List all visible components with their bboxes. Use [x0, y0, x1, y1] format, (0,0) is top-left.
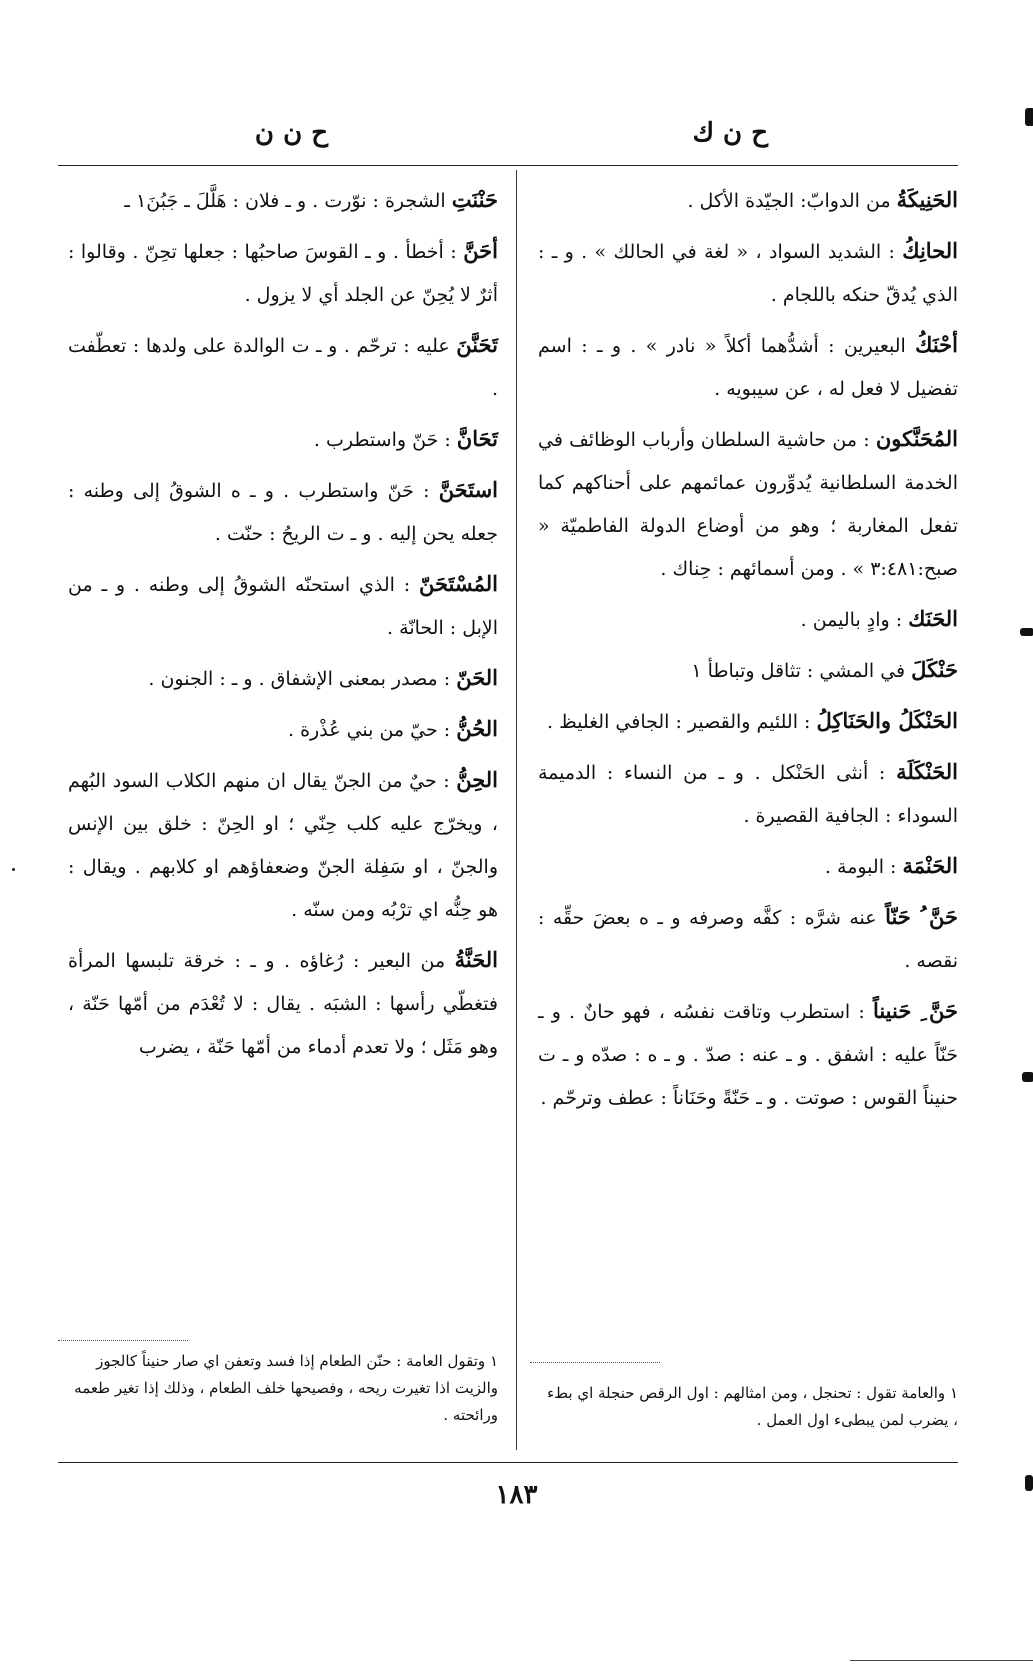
definition: : مصدر بمعنى الإشفاق . و ـ : الجنون . — [148, 668, 457, 690]
headword: تَحَانَّ — [456, 426, 498, 451]
definition: : من حاشية السلطان وأرباب الوظائف في الخدمة السلطانية يُدوِّرون عمائمهم على أحناكهم كما تفعل المغاربة ؛ وهو من أوضاع الدولة الفاطميّة « صبح:٣:٤٨١ » . ومن أسمائهم : حِناك . — [538, 429, 958, 580]
dictionary-entry — [68, 323, 498, 411]
headword: المُسْتَحَنّ — [419, 571, 498, 596]
headword: الحَنَك — [908, 606, 958, 631]
definition: : الذي استحنّه الشوقُ إلى وطنه . و ـ من الإبل : الحانّة . — [68, 574, 498, 639]
headword: حَنْنَتِ — [451, 187, 498, 212]
dictionary-entry — [538, 417, 958, 591]
dictionary-entry — [68, 707, 498, 752]
headword: الحُنُّ — [456, 716, 498, 741]
dictionary-entry — [68, 562, 498, 650]
definition: في المشي : تثاقل وتباطأ ١ — [691, 660, 912, 682]
headword: تَحَنَّنَ — [456, 332, 498, 357]
bottom-rule — [58, 1462, 958, 1463]
stray-dot — [12, 868, 15, 871]
headword: حَنَّ ِ حَنيناً — [872, 998, 958, 1023]
left-column — [68, 178, 498, 1075]
dictionary-entry — [538, 178, 958, 223]
headword: الحَنْمَة — [902, 853, 958, 878]
headword: حَنَّ ُ حَنّاً — [885, 904, 958, 929]
definition: من الدوابّ: الجيّدة الأكل . — [687, 190, 897, 212]
footnote-right: ١ والعامة تقول : تحنجل ، ومن امثالهم : اول الرقص حنجلة اي بطء ، يضرب لمن يبطىء اول العمل . — [547, 1384, 958, 1429]
dictionary-entry — [538, 895, 958, 983]
header-root-left: ح ن ن — [254, 118, 328, 148]
definition: : حَنّ واستطرب . — [313, 429, 457, 451]
definition: : حيّ من بني عُذْرة . — [288, 719, 457, 741]
definition: : استطرب وتاقت نفسُه ، فهو حانٌ . و ـ حَنّاً عليه : اشفق . و ـ عنه : صدّ . و ـ ه : صدّه و ـ ت حنيناً القوس : صوتت . و ـ حَنّةً وحَنَاناً : عطف وترحّم . — [538, 1001, 958, 1109]
dictionary-entry — [538, 323, 958, 411]
dictionary-entry — [538, 648, 958, 693]
footnote-left: ١ وتقول العامة : حنّن الطعام إذا فسد وتعفن اي صار حنيناً كالجوز والزيت اذا تغيرت ريحه ، وفصيحها خلف الطعام ، وذلك إذا تغير طعمه ورائحته . — [74, 1352, 498, 1424]
definition: : حيٌ من الجنّ يقال ان منهم الكلاب السود البُهم ، ويخرّج عليه كلب حِنّي ؛ او الحِنّ : خلق بين الإنس والجنّ ، او سَفِلة الجنّ وضعفاؤهم او كلابهم . ويقال : هو حِنُّه اي ترْبُه ومن سنّه . — [68, 770, 498, 921]
dictionary-entry — [538, 989, 958, 1120]
definition: : أخطأ . و ـ القوسَ صاحبُها : جعلها تحِنّ . وقالوا : أثرٌ لا يُحِنّ عن الجلد أي لا يزول . — [68, 241, 498, 306]
dictionary-entry — [538, 699, 958, 744]
corner-line — [850, 1660, 1033, 1661]
dictionary-entry — [538, 229, 958, 317]
definition: عنه شرَّه : كفَّه وصرفه و ـ ه بعضَ حقِّه : نقصه . — [538, 907, 958, 972]
margin-mark — [1025, 108, 1033, 126]
dictionary-entry — [68, 468, 498, 556]
headword: حَنْكَلَ — [911, 657, 958, 682]
margin-mark — [1022, 1072, 1033, 1082]
headword: الحَنْكَلُ والحَنَاكِلُ — [816, 708, 958, 733]
dictionary-entry — [68, 758, 498, 932]
headword: أحَنَّ — [463, 238, 498, 263]
headword: أحْنَكُ — [915, 332, 958, 357]
headword: الحانِكُ — [902, 238, 958, 263]
definition: الشجرة : نوّرت . و ـ فلان : هَلَّلَ ـ جَبُنَ١ ـ — [124, 190, 452, 212]
headword: الحَنَّةُ — [454, 947, 498, 972]
headword: الحَنِيكَةُ — [896, 187, 958, 212]
right-column — [538, 178, 958, 1126]
top-rule — [58, 165, 958, 166]
definition: البعيرين : أشدُّهما أكلاً « نادر » . و ـ : اسم تفضيل لا فعل له ، عن سيبويه . — [538, 335, 958, 400]
dictionary-entry — [538, 844, 958, 889]
definition: : اللئيم والقصير : الجافي الغليظ . — [547, 711, 817, 733]
definition: : أنثى الحَنْكل . و ـ من النساء : الدميمة السوداء : الجافية القصيرة . — [538, 762, 958, 827]
definition: : حَنّ واستطرب . و ـ ه الشوقُ إلى وطنه : جعله يحن إليه . و ـ ت الريحُ : حنّت . — [68, 480, 498, 545]
footnote-separator-left — [58, 1340, 188, 1341]
headword: الحَنّ — [456, 665, 498, 690]
dictionary-entry — [68, 656, 498, 701]
dictionary-entry — [68, 178, 498, 223]
headword: الحَنْكَلَة — [896, 759, 958, 784]
definition: : البومة . — [824, 856, 903, 878]
margin-mark — [1020, 628, 1033, 636]
dictionary-entry — [538, 750, 958, 838]
dictionary-entry — [68, 938, 498, 1069]
dictionary-entry — [538, 597, 958, 642]
definition: من البعير : رُغاؤه . و ـ : خرقة تلبسها المرأة فتغطّي رأسها : الشبَه . يقال : لا تُعْدَم من أمّها حَنّة ، وهو مَثَل ؛ ولا تعدم أدماء من أمّها حَنّة ، يضرب — [68, 950, 498, 1058]
column-divider — [516, 170, 517, 1450]
header-root-right: ح ن ك — [692, 118, 768, 148]
dictionary-entry — [68, 417, 498, 462]
definition: : وادٍ باليمن . — [800, 609, 909, 631]
headword: المُحَنَّكون — [875, 426, 958, 451]
headword: الحِنُّ — [456, 767, 498, 792]
footnote-separator-right — [530, 1362, 660, 1363]
definition: عليه : ترحّم . و ـ ت الوالدة على ولدها : تعطّفت . — [68, 335, 498, 400]
definition: : الشديد السواد ، « لغة في الحالك » . و ـ : الذي يُدقّ حنكه باللجام . — [538, 241, 958, 306]
margin-mark — [1025, 1475, 1033, 1491]
headword: استَحَنَّ — [438, 477, 498, 502]
page-number: ١٨٣ — [495, 1480, 538, 1510]
dictionary-entry — [68, 229, 498, 317]
